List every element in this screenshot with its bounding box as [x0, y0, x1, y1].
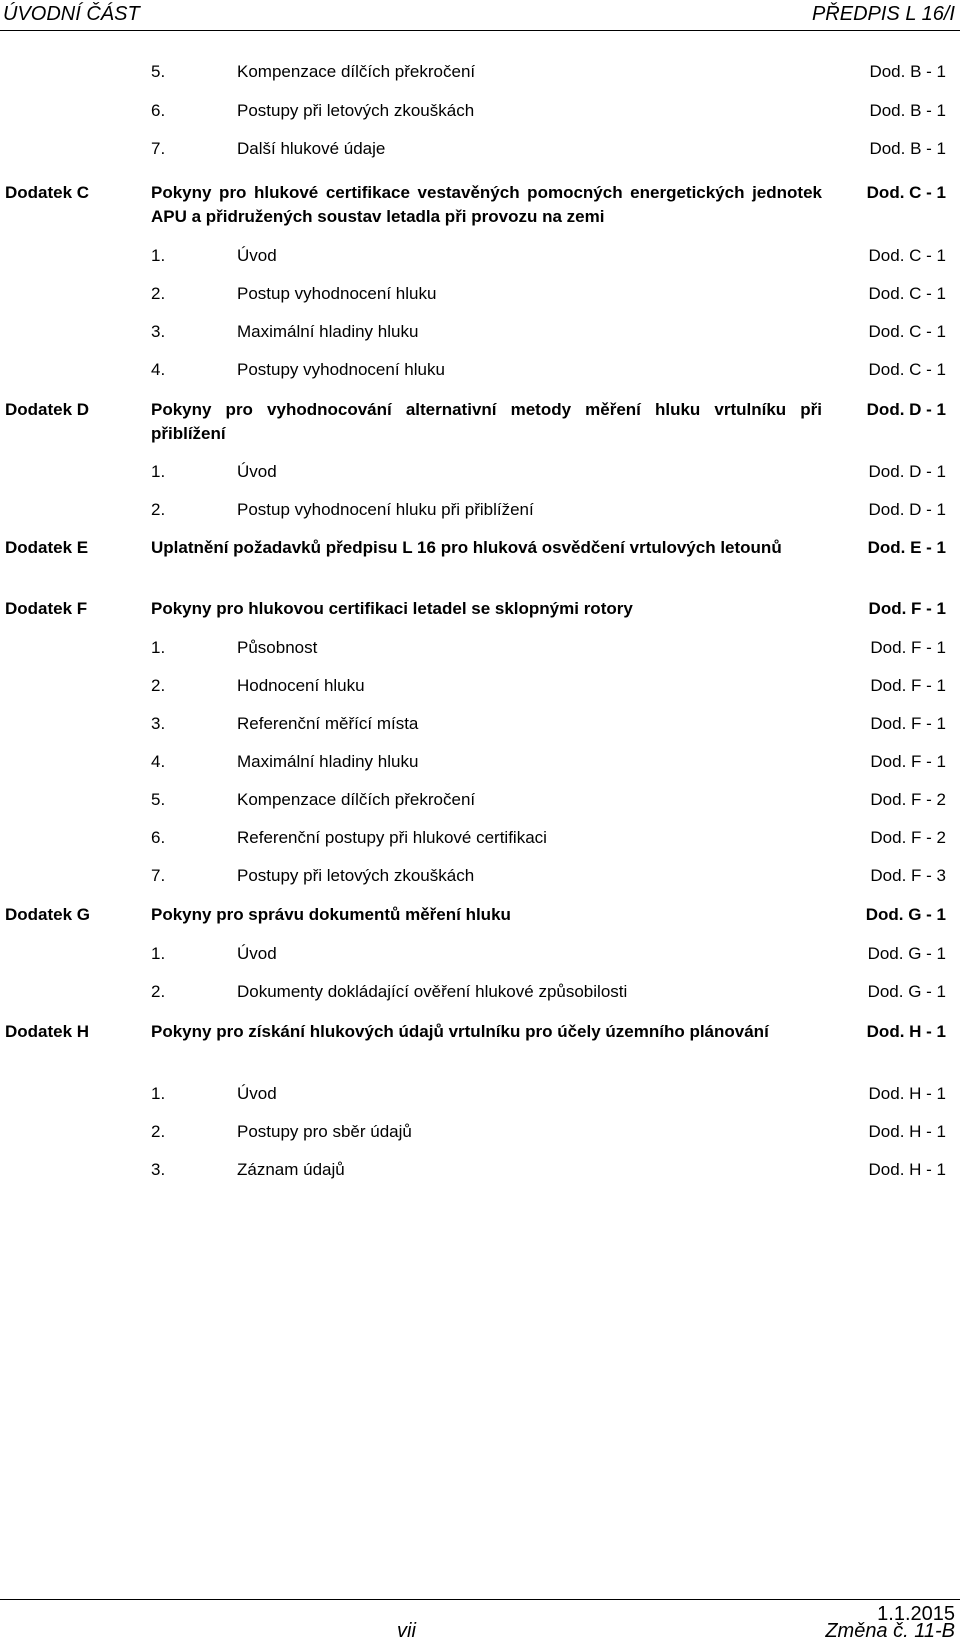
- toc-item-title: Kompenzace dílčích překročení: [237, 62, 476, 81]
- toc-appendix-title: Pokyny pro vyhodnocování alternativní metody měření hluku vrtulníku při přiblížení: [151, 400, 822, 443]
- toc-appendix-label: Dodatek F: [5, 599, 88, 618]
- toc-item-title: Postup vyhodnocení hluku: [237, 284, 437, 303]
- toc-item-code: Dod. H - 1: [868, 1084, 946, 1103]
- toc-item-code: Dod. F - 2: [870, 828, 946, 847]
- toc-appendix-label: Dodatek H: [5, 1022, 90, 1041]
- toc-appendix-label: Dodatek E: [5, 538, 89, 557]
- toc-item-title: Referenční postupy při hlukové certifikaci: [237, 828, 547, 847]
- toc-item-code: Dod. F - 3: [870, 866, 946, 885]
- toc-appendix-title: Uplatnění požadavků předpisu L 16 pro hluková osvědčení vrtulových letounů: [151, 538, 782, 557]
- toc-item-code: Dod. C - 1: [868, 246, 946, 265]
- toc-item-code: Dod. B - 1: [869, 101, 946, 120]
- toc-appendix-code: Dod. C - 1: [866, 183, 946, 202]
- toc-item-number: 2.: [151, 982, 166, 1001]
- toc-item-title: Dokumenty dokládající ověření hlukové způsobilosti: [237, 982, 628, 1001]
- toc-item-code: Dod. G - 1: [867, 982, 946, 1001]
- toc-item-title: Záznam údajů: [237, 1160, 345, 1179]
- toc-item-title: Úvod: [237, 462, 277, 481]
- toc-item-title: Postupy při letových zkouškách: [237, 866, 475, 885]
- toc-item-title: Referenční měřící místa: [237, 714, 419, 733]
- toc-item-title: Postup vyhodnocení hluku při přiblížení: [237, 500, 534, 519]
- toc-item-number: 1.: [151, 462, 166, 481]
- toc-item-number: 7.: [151, 866, 166, 885]
- amendment-number: Změna č. 11-B: [825, 1620, 955, 1642]
- toc-item-title: Postupy vyhodnocení hluku: [237, 360, 445, 379]
- toc-appendix-title: Pokyny pro získání hlukových údajů vrtulníku pro účely územního plánování: [151, 1022, 769, 1041]
- toc-item-number: 3.: [151, 322, 166, 341]
- toc-item-number: 3.: [151, 1160, 166, 1179]
- toc-item-number: 1.: [151, 638, 166, 657]
- toc-item-number: 2.: [151, 500, 166, 519]
- toc-item-code: Dod. C - 1: [868, 360, 946, 379]
- toc-item-number: 5.: [151, 790, 166, 809]
- toc-item-number: 4.: [151, 752, 166, 771]
- toc-appendix-code: Dod. D - 1: [866, 400, 946, 419]
- toc-item-code: Dod. F - 1: [870, 714, 946, 733]
- toc-item-title: Úvod: [237, 944, 277, 963]
- toc-item-code: Dod. F - 1: [870, 676, 946, 695]
- toc-item-title: Maximální hladiny hluku: [237, 322, 419, 341]
- toc-appendix-code: Dod. G - 1: [865, 905, 946, 924]
- toc-item-number: 2.: [151, 1122, 166, 1141]
- toc-item-code: Dod. D - 1: [868, 500, 946, 519]
- toc-item-number: 6.: [151, 101, 166, 120]
- toc-item-code: Dod. C - 1: [868, 322, 946, 341]
- toc-item-title: Úvod: [237, 1084, 277, 1103]
- toc-appendix-title: Pokyny pro hlukové certifikace vestavěných pomocných energetických jednotek APU a přidružených soustav letadla při provozu na zemi: [151, 183, 822, 226]
- toc-item-code: Dod. F - 1: [870, 638, 946, 657]
- toc-item-number: 3.: [151, 714, 166, 733]
- toc-item-title: Hodnocení hluku: [237, 676, 365, 695]
- toc-appendix-label: Dodatek C: [5, 183, 90, 202]
- footer-date: 1.1.2015: [877, 1603, 955, 1625]
- toc-item-number: 5.: [151, 62, 166, 81]
- toc-item-number: 7.: [151, 139, 166, 158]
- toc-item-code: Dod. G - 1: [867, 944, 946, 963]
- toc-item-title: Úvod: [237, 246, 277, 265]
- toc-item-number: 1.: [151, 1084, 166, 1103]
- toc-appendix-label: Dodatek G: [5, 905, 91, 924]
- toc-item-number: 2.: [151, 676, 166, 695]
- toc-item-title: Další hlukové údaje: [237, 139, 386, 158]
- footer-divider: [0, 1599, 960, 1600]
- toc-item-code: Dod. D - 1: [868, 462, 946, 481]
- toc-item-code: Dod. B - 1: [869, 62, 946, 81]
- toc-item-title: Působnost: [237, 638, 318, 657]
- toc-appendix-code: Dod. H - 1: [866, 1022, 946, 1041]
- toc-appendix-code: Dod. E - 1: [867, 538, 946, 557]
- toc-item-code: Dod. F - 2: [870, 790, 946, 809]
- toc-appendix-title: Pokyny pro správu dokumentů měření hluku: [151, 905, 511, 924]
- toc-item-number: 1.: [151, 944, 166, 963]
- toc-appendix-title: Pokyny pro hlukovou certifikaci letadel se sklopnými rotory: [151, 599, 633, 618]
- header-regulation-title: PŘEDPIS L 16/I: [811, 3, 955, 25]
- toc-item-code: Dod. C - 1: [868, 284, 946, 303]
- toc-item-number: 4.: [151, 360, 166, 379]
- toc-item-number: 6.: [151, 828, 166, 847]
- toc-item-number: 2.: [151, 284, 166, 303]
- header-section-title: ÚVODNÍ ČÁST: [3, 3, 140, 25]
- toc-item-number: 1.: [151, 246, 166, 265]
- toc-item-title: Postupy při letových zkouškách: [237, 101, 475, 120]
- toc-item-code: Dod. B - 1: [869, 139, 946, 158]
- toc-item-code: Dod. H - 1: [868, 1160, 946, 1179]
- toc-item-code: Dod. F - 1: [870, 752, 946, 771]
- toc-appendix-code: Dod. F - 1: [868, 599, 946, 618]
- toc-item-title: Postupy pro sběr údajů: [237, 1122, 412, 1141]
- toc-item-code: Dod. H - 1: [868, 1122, 946, 1141]
- toc-item-title: Kompenzace dílčích překročení: [237, 790, 476, 809]
- toc-item-title: Maximální hladiny hluku: [237, 752, 419, 771]
- page-number: vii: [397, 1620, 416, 1642]
- toc-appendix-label: Dodatek D: [5, 400, 90, 419]
